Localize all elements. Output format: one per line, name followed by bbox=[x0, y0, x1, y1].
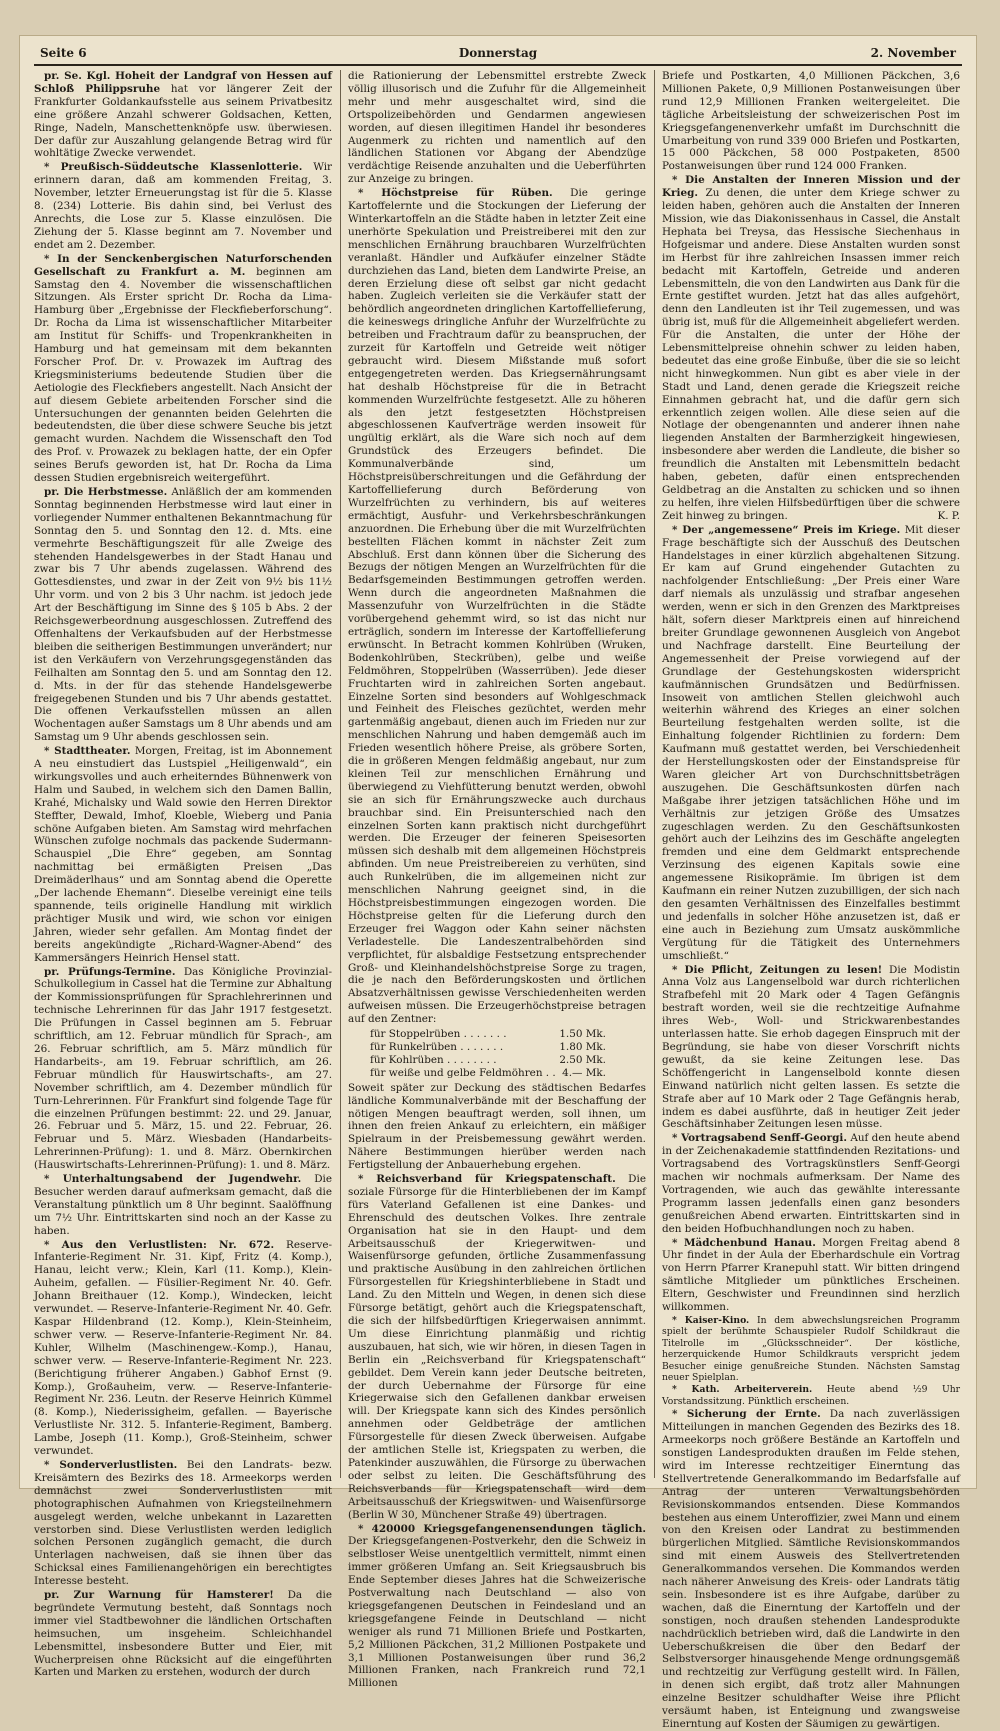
article-text: Die geringe Kartoffelernte und die Stockungen der Lieferung der Winterkartoffeln an die Städte haben in letzter Zeit eine unerhörte Spekulation und Preistreiberei mit den zur menschlichen Ernährung brauchbaren Wurzelfrüchten veranlaßt. Händler und Aufkäufer einzelner Städte durchziehen das Land, bieten dem Landwirte Preise, an deren Erzielung diese oft selbst gar nicht gedacht haben. Zugleich verleiten sie die Verkäufer statt der behördlich angeordneten dringlichen Kartoffellieferung, die keineswegs dringliche Anfuhr der Wurzelfrüchte zu betreiben und Frachtraum dafür zu beanspruchen, der zurzeit für Kartoffeln und Getreide weit nötiger gebraucht wird. Diesem Mißstande muß sofort entgegengetreten werden. Das Kriegsernährungsamt hat deshalb Höchstpreise für die in Betracht kommenden Wurzelfrüchte festgesetzt. Alle zu höheren als den jetzt festgesetzten Höchstpreisen abgeschlossenen Kaufverträge werden insoweit für ungültig erklärt, als die Ware sich noch auf dem Grundstück des Erzeugers befindet. Die Kommunalverbände sind, um Höchstpreisüberschreitungen und die Gefährdung der Kartoffellieferung durch Beförderung von Wurzelfrüchten zu verhindern, bis auf weiteres ermächtigt, Ausfuhr- und Verkehrsbeschränkungen anzuordnen. Die Erhebung über die mit Wurzelfrüchten bestellten Flächen kommt in nächster Zeit zum Abschluß. Erst dann können über die Sicherung des Bezugs der nötigen Mengen an Wurzelfrüchten für die Bedarfsgemeinden Bestimmungen getroffen werden. Wenn durch die angeordneten Maßnahmen die Massenzufuhr von Wurzelfrüchten in die Städte vorübergehend gehemmt wird, so ist das nicht nur erträglich, sondern im Interesse der Kartoffellieferung erwünscht. In Betracht kommen Kohlrüben (Wruken, Bodenkohlrüben, Steckrüben), gelbe und weiße Feldmöhren, Stoppelrüben (Wasserrüben). Jede dieser Fruchtarten wird in zahlreichen Sorten angebaut. Einzelne Sorten sind besonders auf Wohlgeschmack und Feinheit des Fleisches gezüchtet, werden mehr gartenmäßig angebaut, dienen auch im Frieden nur zur menschlichen Nahrung und haben demgemäß auch im Frieden wesentlich höhere Preise, als gröbere Sorten, die in größeren Mengen feldmäßig angebaut, nur zum kleinen Teil zur menschlichen Ernährung und überwiegend zu Viehfütterung benutzt werden, obwohl sie an sich für Ernährungszwecke auch durchaus brauchbar sind. Ein Preisunterschied nach den einzelnen Sorten kann praktisch nicht durchgeführt werden. Die Erzeuger der feineren Speisesorten müssen sich deshalb mit dem allgemeinen Höchstpreis abfinden. Um neue Preistreibereien zu verhüten, sind auch Runkelrüben, die im allgemeinen nicht zur menschlichen Nahrung geeignet sind, in die Höchstpreisbestimmungen eingezogen worden. Die Höchstpreise gelten für die Lieferung durch den Erzeuger frei Waggon oder Kahn seiner nächsten Verladestelle. Die Landeszentralbehörden sind verpflichtet, für alsbaldige Festsetzung entsprechender Groß- und Kleinhandelshöchstpreise Sorge zu tragen, die je nach den Beförderungskosten und örtlichen Absatzverhältnissen gewisse Verschiedenheiten werden aufweisen müssen. Die Erzeugerhöchstpreise betragen auf den Zentner: bbox=[348, 187, 646, 1026]
article-lead: * Vortragsabend Senff-Georgi. bbox=[672, 1132, 847, 1145]
price-value: 2.50 Mk. bbox=[559, 1053, 606, 1066]
article-vortragsabend bbox=[662, 1132, 960, 1235]
page-header bbox=[20, 42, 976, 64]
article-signature: K. P. bbox=[937, 509, 960, 522]
article-lead: * Der „angemessene“ Preis im Kriege. bbox=[672, 523, 901, 536]
article-herbstmesse bbox=[34, 486, 332, 744]
article-text: Soweit später zur Deckung des städtischen Bedarfes ländliche Kommunalverbände mit der Beschaffung der nötigen Mengen beauftragt werden, soll ihnen, um ihnen den freien Ankauf zu erleichtern, ein mäßiger Spielraum in der Preisbemessung gewährt werden. Nähere Bestimmungen hierüber werden nach Fertigstellung der Anbauerhebung ergehen. bbox=[348, 1081, 646, 1172]
article-kaiser-kino bbox=[662, 1315, 960, 1383]
article-arbeiterverein bbox=[662, 1384, 960, 1407]
article-sicherung-ernte bbox=[662, 1408, 960, 1731]
article-text: Morgen, Freitag, ist im Abonnement A neu einstudiert das Lustspiel „Heiligenwald“, ein wirkungsvolles und auch erheiterndes Bühnenwerk von Halm und Saubed, in welchem sich den Damen Ballin, Krahé, Michalsky und Wald sowie den Herren Direktor Steffter, Dewald, Imhof, Kloeble, Wieberg und Pania schöne Aufgaben bieten. Am Samstag wird mehrfachen Wünschen zufolge nochmals das packende Sudermann-Schauspiel „Die Ehre“ gegeben, am Sonntag nachmittag bei ermäßigten Preisen „Das Dreimäderlhaus“ und am Sonntag abend die Operette „Der lachende Ehemann“. Dieselbe vereinigt eine teils spannende, teils originelle Handlung mit wirklich prächtiger Musik und wird, wie schon vor einigen Jahren, wieder sehr gefallen. Am Montag findet der bereits angekündigte „Richard-Wagner-Abend“ des Kammersängers Heinrich Hensel statt. bbox=[34, 745, 332, 964]
price-item: für Stoppelrüben . . . . . . . bbox=[370, 1028, 507, 1041]
article-text: Da nach zuverlässigen Mitteilungen in manchen Gegenden des Bezirks des 18. Armeekorps noch größere Bestände an Kartoffeln und sonstigen Landesprodukten draußen im Felde stehen, wird im Interesse rechtzeitiger Einerntung das Stellvertretende Generalkommando im Bedarfsfalle auf Antrag der unteren Verwaltungsbehörden Revisionskommandos entsenden. Diese Kommandos bestehen aus einem Unteroffizier, zwei Mann und einem von den Kreisen oder Landrat zu bestimmenden bürgerlichen Mitglied. Sämtliche Revisionskommandos sind mit einem Ausweis des Stellvertretenden Generalkommandos versehen. Die Kommandos werden nach näherer Anweisung des Kreis- oder Landrats tätig sein. Insbesondere ist es ihre Aufgabe, darüber zu wachen, daß die Einerntung der Kartoffeln und der sonstigen, noch draußen stehenden Landesprodukte nachdrücklich betrieben wird, daß die Landwirte in den Ueberschußkreisen die über den Bedarf der Selbstversorger hinausgehende Menge ordnungsgemäß und rechtzeitig zur Verfügung gestellt wird. In Fällen, in denen sich ergibt, daß trotz aller Mahnungen einzelne Besitzer schuldhafter Weise ihre Pflicht versäumt haben, ist Enteignung und zwangsweise Einerntung auf Kosten der Säumigen zu gewärtigen. bbox=[662, 1408, 960, 1730]
article-lead: * Unterhaltungsabend der Jugendwehr. bbox=[44, 1173, 302, 1186]
price-item: für Runkelrüben . . . . . . . bbox=[370, 1040, 504, 1053]
article-pruefungstermine bbox=[34, 966, 332, 1173]
article-sonderverlustlisten bbox=[34, 1459, 332, 1588]
price-value: 1.50 Mk. bbox=[559, 1028, 606, 1041]
article-text: Anläßlich der am kommenden Sonntag beginnenden Herbstmesse wird laut einer in vorliegender Nummer enthaltenen Bekanntmachung für Sonntag den 5. und Sonntag den 12. d. Mts. eine vermehrte Beschäftigungszeit für alle Zweige des stehenden Handelsgewerbes in der Stadt Hanau und zwar bis 7 Uhr abends zugelassen. Während des Gottesdienstes, und zwar in der Zeit von 9½ bis 11½ Uhr vorm. und von 2 bis 3 Uhr nachm. ist jedoch jede Art der Beschäftigung im Sinne des § 105 b Abs. 2 der Reichsgewerbeordnung ausgeschlossen. Zutreffend des Offenhaltens der Verkaufsbuden auf der Herbstmesse bleiben die seitherigen Bestimmungen unverändert; nur ist den Verkäufern von Verzehrungsgegenständen das Feilhalten am Sonntag den 5. und am Sonntag den 12. d. Mts. in der für das stehende Handelsgewerbe freigegebenen Stunden und bis 7 Uhr abends gestattet. Die offenen Verkaufsstellen müssen an allen Wochentagen außer Samstags um 8 Uhr abends und am Samstag um 9 Uhr abends geschlossen sein. bbox=[34, 486, 332, 744]
article-lead: * Kath. Arbeiterverein. bbox=[672, 1384, 813, 1396]
price-value: 1.80 Mk. bbox=[559, 1040, 606, 1053]
article-text: Die Besucher werden darauf aufmerksam gemacht, daß die Veranstaltung pünktlich um 8 Uhr beginnt. Saalöffnung um 7½ Uhr. Eintrittskarten sind noch an der Kasse zu haben. bbox=[34, 1173, 332, 1237]
article-lead: * Die Pflicht, Zeitungen zu lesen! bbox=[672, 963, 883, 976]
column-divider bbox=[654, 70, 655, 1478]
article-text: Wir erinnern daran, daß am kommenden Freitag, 3. November, letzter Erneuerungstag ist für die 5. Klasse 8. (234) Lotterie. Bis dahin sind, bei Verlust des Anrechts, die Lose zur 5. Klasse einzulösen. Die Ziehung der 5. Klasse beginnt am 7. November und endet am 2. Dezember. bbox=[34, 161, 333, 251]
column-divider bbox=[340, 70, 341, 1478]
article-text: Auf den heute abend in der Zeichenakademie stattfindenden Rezitations- und Vortragsabend des Vortragskünstlers Senff-Georgi machen wir nochmals aufmerksam. Der Name des Vortragenden, wie auch das gewählte interessante Programm lassen jedenfalls einen ganz besonders genußreichen Abend erwarten. Eintrittskarten sind in den beiden Hofbuchhandlungen noch zu haben. bbox=[662, 1132, 961, 1235]
article-text: hat vor längerer Zeit der Frankfurter Goldankaufsstelle aus seinem Privatbesitz eine größere Anzahl schwerer Goldsachen, Ketten, Ringe, Nadeln, Manschettenknöpfe usw. überwiesen. Der dafür zur Auszahlung gelangende Betrag wird für wohltätige Zwecke verwendet. bbox=[34, 82, 332, 160]
header-date: 2. November bbox=[870, 46, 956, 60]
article-lead: pr. Se. Kgl. Hoheit der Landgraf von Hessen auf Schloß Philippsruhe bbox=[34, 70, 332, 95]
price-value: 4.— Mk. bbox=[562, 1066, 606, 1079]
article-text: Das Königliche Provinzial-Schulkollegium in Cassel hat die Termine zur Abhaltung der Kommissionsprüfungen für Sprachlehrerinnen und technische Lehrerinnen für das Jahr 1917 festgesetzt. Die Prüfungen in Cassel beginnen am 5. Februar schriftlich, am 12. Februar mündlich für Sprach-, am 26. Februar schriftlich, am 5. März mündlich für Handarbeits-, am 19. Februar schriftlich, am 26. Februar mündlich für Hauswirtschafts-, am 27. November schriftlich, am 4. Dezember mündlich für Turn-Lehrerinnen. Für Frankfurt sind folgende Tage für die einzelnen Prüfungen bestimmt: 22. und 29. Januar, 26. Februar und 5. März, 15. und 22. Februar, 26. Februar und 5. März. Wiesbaden (Handarbeits-Lehrerinnen-Prüfung): 1. und 8. März. Obernkirchen (Hauswirtschafts-Lehrerinnen-Prüfung): 1. und 8. März. bbox=[34, 965, 332, 1172]
article-lead: * Preußisch-Süddeutsche Klassenlotterie. bbox=[44, 161, 303, 174]
article-lead: pr. Die Herbstmesse. bbox=[44, 486, 168, 498]
article-lead: * In der Senckenbergischen Naturforschenden Gesellschaft zu Frankfurt a. M. bbox=[34, 252, 332, 278]
article-lead: * Die Anstalten der Inneren Mission und der Krieg. bbox=[662, 174, 960, 200]
article-text: In dem abwechslungsreichen Programm spielt der berühmte Schauspieler Rudolf Schildkraut die Titelrolle im „Glücksschneider“. Der köstliche, herzerquickende Humor Schildkrauts verspricht jedem Besucher einige genußreiche Stunden. Nächsten Samstag neuer Spielplan. bbox=[662, 1315, 960, 1384]
article-text: die Rationierung der Lebensmittel erstrebte Zweck völlig illusorisch und die Zufuhr für die Allgemeinheit mehr und mehr ausgeschaltet wird, sind die Ortspolizeibehörden und Gendarmen angewiesen worden, auf diesen illegitimen Handel ihr besonderes Augenmerk zu richten und namentlich auf den ländlichen Stationen vor Abgang der Abendzüge verdächtige Reisende anzuhalten und die Ueberführten zur Anzeige zu bringen. bbox=[348, 70, 646, 186]
article-lead: * Mädchenbund Hanau. bbox=[672, 1236, 816, 1249]
article-hamsterer bbox=[34, 1589, 332, 1679]
article-verlustlisten bbox=[34, 1239, 332, 1458]
article-jugendwehr bbox=[34, 1173, 332, 1238]
article-lead: * Stadttheater. bbox=[44, 745, 131, 758]
article-lead: * 420000 Kriegsgefangenensendungen täglich. bbox=[358, 1522, 646, 1535]
article-stadttheater bbox=[34, 745, 332, 964]
article-text: beginnen am Samstag den 4. November die wissenschaftlichen Sitzungen. Als Erster spricht Dr. Rocha da Lima-Hamburg über „Ergebnisse der Fleckfieberforschung“. Dr. Rocha da Lima ist wissenschaftlicher Mitarbeiter am Institut für Schiffs- und Tropenkrankheiten in Hamburg und hat gemeinsam mit dem bekannten Forscher Prof. Dr. v. Prowazek im Auftrag des Kriegsministeriums bedeutende Studien über die Aetiologie des Fleckfiebers angestellt. Nach Ansicht der auf diesem Gebiete arbeitenden Forscher sind die Untersuchungen der genannten beiden Gelehrten die bedeutendsten, die über diese schwere Seuche bis jetzt gemacht wurden. Nachdem die Wissenschaft den Tod des Prof. v. Prowazek zu beklagen hatte, der ein Opfer seines Berufs geworden ist, hat Dr. Rocha da Lima dessen Studien ergebnisreich weitergeführt. bbox=[34, 265, 332, 485]
article-lotterie bbox=[34, 161, 332, 251]
article-text: Briefe und Postkarten, 4,0 Millionen Päckchen, 3,6 Millionen Pakete, 0,9 Millionen Postanweisungen über rund 12,9 Millionen Franken weitergeleitet. Die tägliche Arbeitsleistung der schweizerischen Post im Kriegsgefangenenverkehr umfaßt im Durchschnitt die Umarbeitung von rund 339 000 Briefen und Postkarten, 15 000 Päckchen, 58 000 Postpaketen, 8500 Postanweisungen über rund 124 000 Franken. bbox=[662, 70, 960, 173]
price-item: für Kohlrüben . . . . . . . . bbox=[370, 1053, 497, 1066]
article-text: Morgen Freitag abend 8 Uhr findet in der Aula der Eberhardschule ein Vortrag von Herrn Pfarrer Kranepuhl statt. Wir bitten dringend sämtliche Mitglieder um pünktliches Erscheinen. Eltern, Geschwister und Freundinnen sind herzlich willkommen. bbox=[662, 1236, 960, 1314]
price-row bbox=[370, 1041, 606, 1054]
article-zeitungen-lesen bbox=[662, 964, 960, 1132]
article-landgraf bbox=[34, 70, 332, 160]
article-lead: pr. Zur Warnung für Hamsterer! bbox=[44, 1589, 274, 1602]
article-kriegspatenschaft bbox=[348, 1173, 646, 1521]
newspaper-page bbox=[20, 36, 976, 1730]
article-lead: * Sonderverlustlisten. bbox=[44, 1458, 178, 1471]
column-1 bbox=[34, 70, 333, 1679]
article-kriegsgefangenensendungen bbox=[348, 1523, 646, 1691]
article-hoechstpreise-rueben bbox=[348, 187, 646, 1026]
article-text: Reserve-Infanterie-Regiment Nr. 31. Kipf, Fritz (4. Komp.), Hanau, leicht verw.; Klein, Karl (11. Komp.), Klein-Auheim, gefallen. — Füsilier-Regiment Nr. 40. Gefr. Johann Breithauer (12. Komp.), Windecken, leicht verwundet. — Reserve-Infanterie-Regiment Nr. 40. Gefr. Kaspar Hildenbrand (12. Komp.), Klein-Steinheim, schwer verw. — Reserve-Infanterie-Regiment Nr. 84. Kuhler, Wilhelm (Maschinengew.-Komp.), Hanau, schwer verw. — Reserve-Infanterie-Regiment Nr. 223. (Berichtigung früherer Angaben.) Gabhof Ernst (9. Komp.), Großauheim, verw. — Reserve-Infanterie-Regiment Nr. 236. Leutn. der Reserve Heinrich Kümmel (8. Komp.), Niederissigheim, gefallen. — Bayerische Verlustliste Nr. 312. 5. Infanterie-Regiment, Bamberg. Lambe, Joseph (11. Komp.), Groß-Steinheim, schwer verwundet. bbox=[34, 1238, 332, 1458]
page-number: Seite 6 bbox=[40, 46, 87, 60]
article-text: Der Kriegsgefangenen-Postverkehr, den die Schweiz in selbstloser Weise unentgeltlich vermittelt, nimmt einen immer größeren Umfang an. Seit Kriegsausbruch bis Ende September dieses Jahres hat die Schweizerische Postverwaltung nach Deutschland — also von kriegsgefangenen Deutschen in Feindesland und an kriegsgefangene Feinde in Deutschland — nicht weniger als rund 71 Millionen Briefe und Postkarten, 5,2 Millionen Päckchen, 31,2 Millionen Postpakete und 3,1 Millionen Postanweisungen über rund 36,2 Millionen Franken, nach Frankreich rund 72,1 Millionen bbox=[348, 1535, 646, 1690]
price-row bbox=[370, 1028, 606, 1041]
column-3 bbox=[662, 70, 961, 1730]
article-maedchenbund bbox=[662, 1237, 960, 1314]
column-2 bbox=[348, 70, 646, 1690]
article-text: Zu denen, die unter dem Kriege schwer zu leiden haben, gehören auch die Anstalten der Inneren Mission, wie das Diakonissenhaus in Cassel, die Anstalt Hephata bei Treysa, das Hessische Siechenhaus in Hofgeismar und andere. Diese Anstalten wurden sonst im Herbst für ihre zahlreichen Insassen immer reich bedacht mit Kartoffeln, Getreide und anderen Lebensmitteln, die von den Landwirten aus Dank für die Ernte gestiftet wurden. Jetzt hat das alles aufgehört, denn den Landleuten ist ihr Teil zugemessen, und was übrig ist, muß für die Allgemeinheit abgeliefert werden. Für die Anstalten, die unter der Höhe der Lebensmittelpreise ohnehin schwer zu leiden haben, bedeutet das eine große Einbuße, über die sie so leicht nicht hinwegkommen. Nun gibt es aber viele in der Stadt und Land, denen gerade die Kriegszeit reiche Einnahmen gebracht hat, und die dafür gern sich erkenntlich zeigen wollen. Alle diese seien auf die Notlage der obengenannten und anderer ihnen nahe liegenden Anstalten der Barmherzigkeit hingewiesen, insbesondere aber werden die Landleute, die bisher so freundlich die Anstalten mit Lebensmitteln bedacht haben, gebeten, dafür einen entsprechenden Geldbetrag an die Anstalten zu schicken und so ihnen zu helfen, ihre vielen Hilfsbedürftigen über die schwere Zeit hinweg zu bringen. bbox=[662, 187, 960, 522]
article-lead: * Kaiser-Kino. bbox=[672, 1315, 750, 1326]
article-text-block bbox=[348, 1082, 646, 1172]
article-continuation bbox=[662, 70, 960, 173]
article-lead: * Höchstpreise für Rüben. bbox=[358, 187, 553, 200]
price-row bbox=[370, 1067, 606, 1080]
article-lead: * Reichsverband für Kriegspatenschaft. bbox=[358, 1173, 616, 1186]
article-text: Da die begründete Vermutung besteht, daß Sonntags noch immer viel Stadtbewohner die ländlichen Ortschaften heimsuchen, um insgeheim. Schleichhandel Lebensmittel, insbesondere Butter und Eier, mit Wucherpreisen ohne Rücksicht auf die eingeführten Karten und Marken zu erstehen, wodurch der durch bbox=[34, 1589, 333, 1679]
article-innere-mission bbox=[662, 174, 960, 522]
article-lead: pr. Prüfungs-Termine. bbox=[44, 965, 176, 978]
price-row bbox=[370, 1054, 606, 1067]
article-text: Die soziale Fürsorge für die Hinterbliebenen der im Kampf fürs Vaterland Gefallenen ist eine Dankes- und Ehrenschuld des deutschen Volkes. Ihre zentrale Organisation hat sie in den Haupt- und dem Arbeitsausschuß der Kriegerwitwen- und Waisenfürsorge gefunden, örtliche Zusammenfassung und praktische Ausübung in den zahlreichen örtlichen Fürsorgestellen für Kriegshinterbliebene in Stadt und Land. Zu den Mitteln und Wegen, in denen sich diese Fürsorge betätigt, gehört auch die Kriegspatenschaft, die sich der hilfsbedürftigen Kriegerwaisen annimmt. Um diese Einrichtung planmäßig und richtig auszubauen, hat sich, wie wir hören, in diesen Tagen in Berlin ein „Reichsverband für Kriegspatenschaft“ gebildet. Dem Verein kann jeder Deutsche beitreten, der durch Uebernahme der Fürsorge für eine Kriegerwaise sich den Gefallenen dankbar erweisen will. Der Kriegspate kann sich des Kindes persönlich annehmen oder Geldbeträge der amtlichen Fürsorgestelle für diesen Zweck überweisen. Aufgabe der amtlichen Stelle ist, Kriegspaten zu werben, die Patenkinder auszuwählen, die Fürsorge zu überwachen oder selbst zu leiten. Die Geschäftsführung des Reichsverbands für Kriegspatenschaft wird dem Arbeitsausschuß der Kriegswitwen- und Waisenfürsorge (Berlin W 30, Münchener Straße 49) übertragen. bbox=[348, 1173, 646, 1521]
price-table bbox=[370, 1028, 646, 1080]
article-text: Bei den Landrats- bezw. Kreisämtern des Bezirks des 18. Armeekorps werden demnächst zwei Sonderverlustlisten mit photographischen Aufnahmen von Kriegsteilnehmern ausgelegt werden, welche unbekannt in Lazaretten verstorben sind. Diese Verlustlisten werden lediglich solchen Personen zugänglich gemacht, die durch Unterlagen nachweisen, daß sie ihnen über das Schicksal eines Familienangehörigen ein berechtigtes Interesse besteht. bbox=[34, 1458, 332, 1588]
article-senckenberg bbox=[34, 253, 332, 485]
header-rule bbox=[34, 64, 962, 66]
article-lead: * Aus den Verlustlisten: Nr. 672. bbox=[44, 1238, 275, 1251]
price-item: für weiße und gelbe Feldmöhren . . bbox=[370, 1066, 556, 1079]
article-text: Mit dieser Frage beschäftigte sich der Ausschuß des Deutschen Handelstages in einer kürzlich abgehaltenen Sitzung. Er kam auf Grund eingehender Gutachten zu nachfolgender Entschließung: „Der Preis einer Ware darf niemals als unzulässig und strafbar angesehen werden, wenn er sich in den Grenzen des Marktpreises hält, sofern dieser Marktpreis einen auf hinreichend breiter Grundlage gewonnenen Ausgleich von Angebot und Nachfrage darstellt. Eine Beurteilung der Angemessenheit der Preise vorwiegend auf der Grundlage der Gestehungskosten widerspricht kaufmännischen Grundsätzen und Bedürfnissen. Insoweit von amtlichen Stellen gleichwohl auch weiterhin während des Krieges an einer solchen Beurteilung festgehalten werden sollte, ist die Einhaltung folgender Richtlinien zu fordern: Dem Kaufmann muß gestattet werden, bei Verschiedenheit der Herstellungskosten oder der Einstandspreise für Waren gleicher Art von Durchschnittsbeträgen auszugehen. Die Geschäftsunkosten dürfen nach Maßgabe ihrer jetzigen tatsächlichen Höhe und im Verhältnis zur jetzigen Größe des Umsatzes zugeschlagen werden. Zu den Geschäftsunkosten gehört auch der Leihzins des im Geschäfte angelegten fremden und eine dem Geldmarkt entsprechende Verzinsung des eigenen Kapitals sowie eine angemessene Risikoprämie. Im übrigen ist dem Kaufmann ein reiner Nutzen zuzubilligen, der sich nach den gesamten Verhältnissen des Einzelfalles bestimmt und jedenfalls in solcher Höhe anzusetzen ist, daß er eine auch in Beziehung zum Umsatz auskömmliche Vergütung für die Tätigkeit des Unternehmers umschließt.“ bbox=[662, 523, 960, 962]
article-text: Die Modistin Anna Volz aus Langenselbold war durch richterlichen Strafbefehl mit 20 Mark oder 4 Tagen Gefängnis bestraft worden, weil sie die rechtzeitige Aufnahme ihres Web-, Woll- und Strickwarenbestandes unterlassen hatte. Sie erhob dagegen Einspruch mit der Begründung, sie habe von dieser Vorschrift nichts gewußt, da sie keine Zeitungen lese. Das Schöffengericht in Langenselbold konnte diesen Einwand natürlich nicht gelten lassen. Es setzte die Strafe aber auf 10 Mark oder 2 Tage Gefängnis herab, indem es dabei ausführte, daß in heutiger Zeit jeder Geschäftsinhaber Zeitungen lesen müsse. bbox=[662, 963, 961, 1131]
article-text: Heute abend ½9 Uhr Vorstandssitzung. Pünktlich erscheinen. bbox=[662, 1384, 960, 1407]
article-angemessener-preis bbox=[662, 524, 960, 963]
header-day: Donnerstag bbox=[458, 46, 538, 60]
article-continuation bbox=[348, 70, 646, 186]
article-lead: * Sicherung der Ernte. bbox=[672, 1408, 821, 1421]
